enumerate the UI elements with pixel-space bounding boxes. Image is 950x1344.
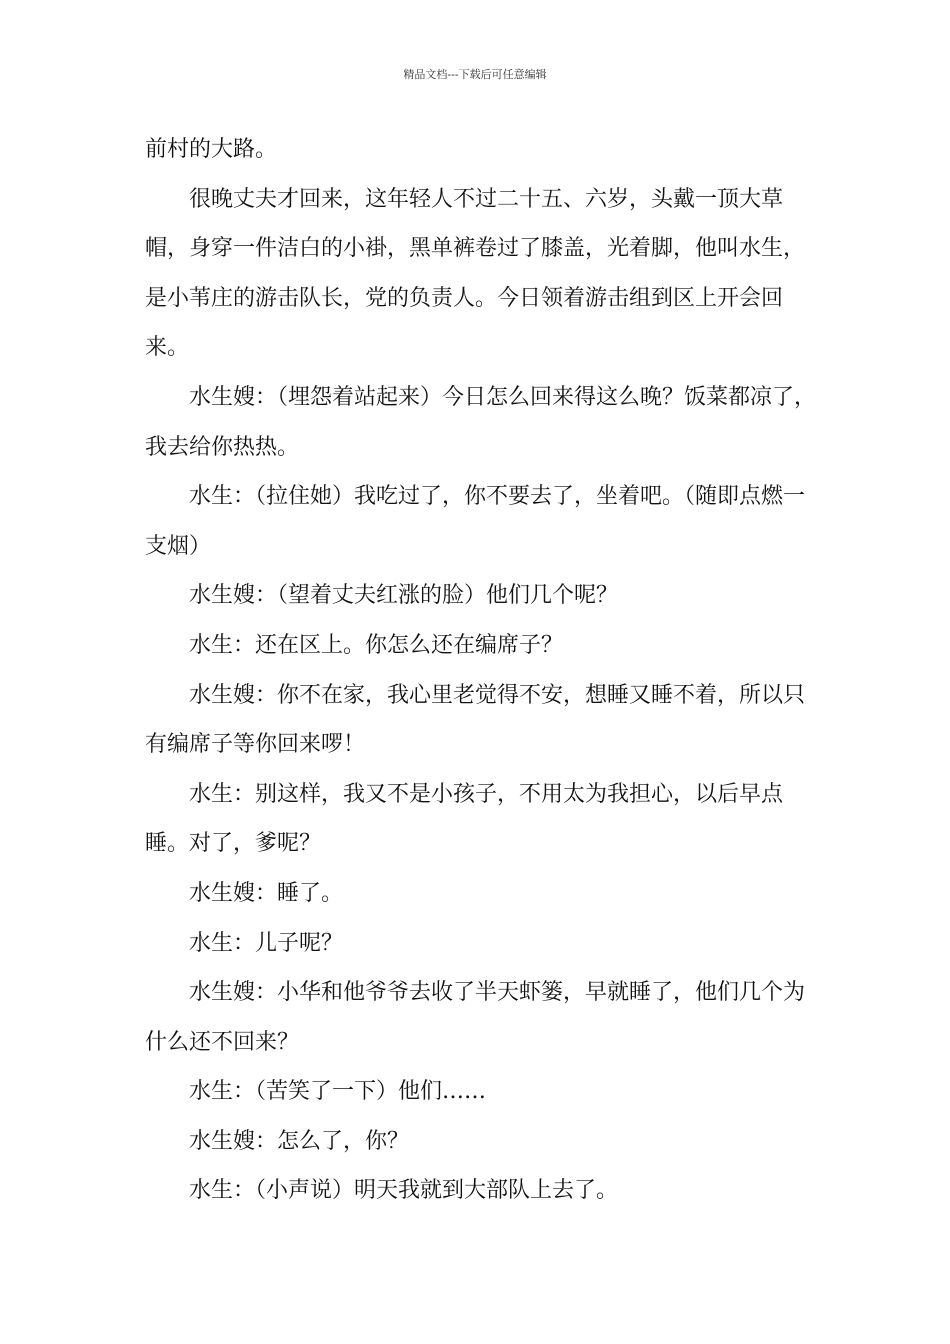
paragraph: 水生：（小声说）明天我就到大部队上去了。 <box>189 1178 619 1204</box>
paragraph: 水生：（苦笑了一下）他们…… <box>189 1079 487 1105</box>
paragraph: 水生嫂：小华和他爷爷去收了半天虾篓，早就睡了，他们几个为什么还不回来？ <box>145 980 806 1055</box>
paragraph: 前村的大路。 <box>145 137 278 162</box>
paragraph: 水生嫂：你不在家，我心里老觉得不安，想睡又睡不着，所以只有编席子等你回来啰！ <box>145 682 806 758</box>
paragraph: 很晚丈夫才回来，这年轻人不过二十五、六岁，头戴一顶大草帽，身穿一件洁白的小褂，黑单裤卷过了膝盖，光着脚，他叫水生，是小苇庄的游击队长，党的负责人。今日领着游击组到区上开会回来。 <box>145 186 806 361</box>
paragraph: 水生：别这样，我又不是小孩子，不用太为我担心，以后早点睡。对了，爹呢？ <box>145 781 784 857</box>
document-body <box>145 125 825 1216</box>
page-header: 精品文档---下载后可任意编辑 <box>403 68 547 81</box>
paragraph: 水生嫂：怎么了，你？ <box>189 1128 410 1154</box>
paragraph: 水生嫂：睡了。 <box>189 880 344 906</box>
paragraph: 水生嫂：（望着丈夫红涨的脸）他们几个呢？ <box>189 583 619 609</box>
paragraph: 水生：还在区上。你怎么还在编席子？ <box>189 632 564 658</box>
paragraph: 水生：（拉住她）我吃过了，你不要去了，坐着吧。（随即点燃一支烟） <box>145 484 806 559</box>
paragraph: 水生嫂：（埋怨着站起来）今日怎么回来得这么晚？饭菜都凉了，我去给你热热。 <box>145 384 817 460</box>
paragraph: 水生：儿子呢？ <box>189 930 344 956</box>
